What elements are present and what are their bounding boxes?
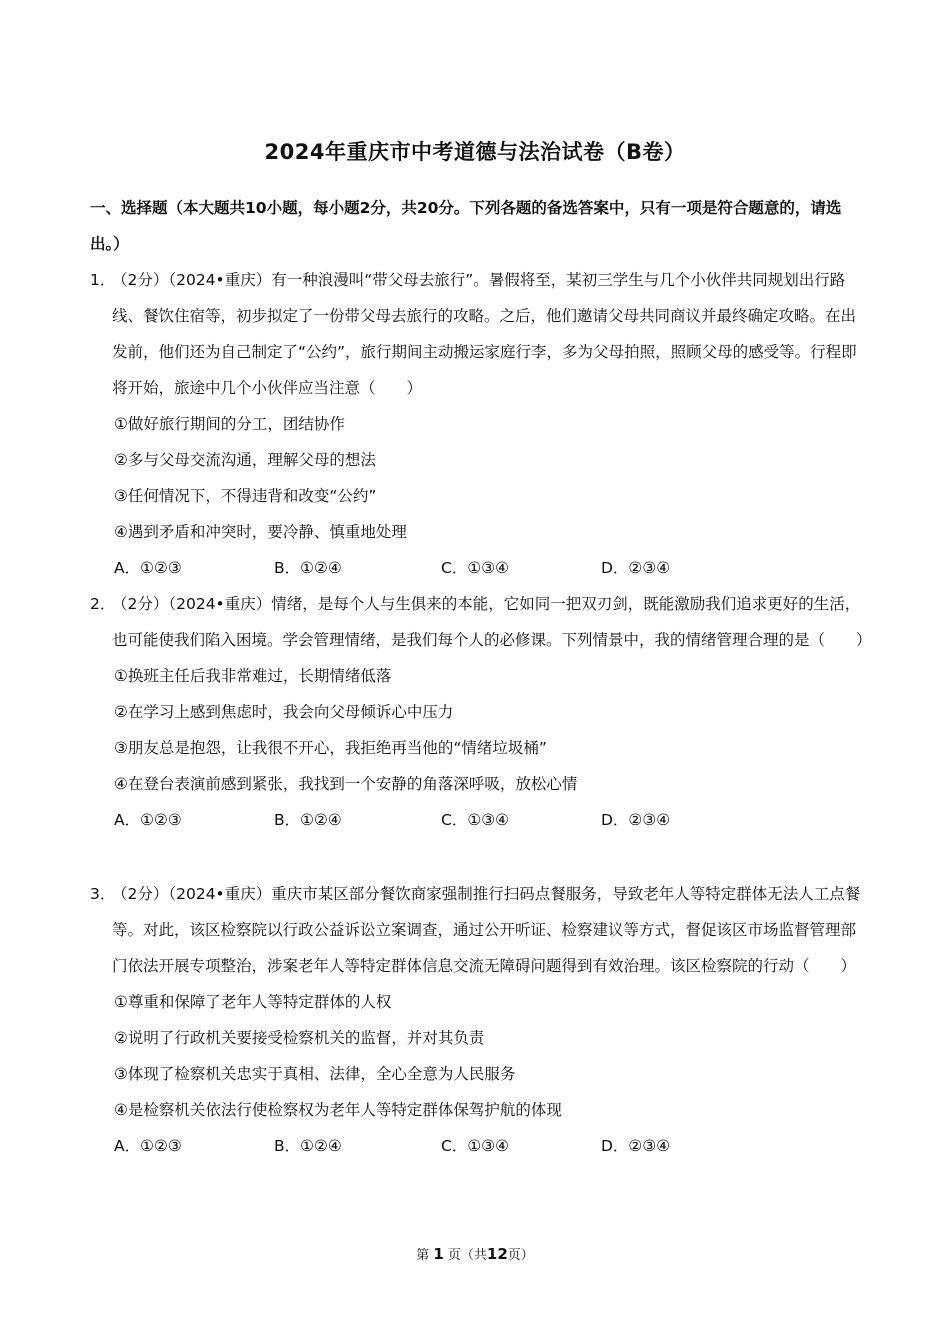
option-b[interactable]: B．①②④ [274,1137,342,1155]
statement-item: ①尊重和保障了老年人等特定群体的人权 [114,993,392,1011]
question-number: 2． [90,595,116,613]
option-d[interactable]: D．②③④ [601,559,671,577]
question-2 [90,586,870,838]
option-c[interactable]: C．①③④ [441,559,510,577]
footer-middle: 页（共 [447,1248,487,1263]
statement-item: ④在登台表演前感到紧张，我找到一个安静的角落深呼吸，放松心情 [114,775,578,793]
answer-options [90,1128,870,1164]
question-stem [90,876,870,984]
statement-item: ④遇到矛盾和冲突时，要冷静、慎重地处理 [114,523,407,541]
statement-item: ③体现了检察机关忠实于真相、法律，全心全意为人民服务 [114,1065,516,1083]
statement-item: ④是检察机关依法行使检察权为老年人等特定群体保驾护航的体现 [114,1101,562,1119]
option-d[interactable]: D．②③④ [601,1137,671,1155]
question-stem [90,586,870,658]
page-footer [0,1244,950,1263]
option-c[interactable]: C．①③④ [441,1137,510,1155]
statement-item: ③朋友总是抱怨，让我很不开心，我拒绝再当他的“情绪垃圾桶” [114,739,547,757]
statement-item: ②在学习上感到焦虑时，我会向父母倾诉心中压力 [114,703,454,721]
question-text: （2分）（2024•重庆）情绪，是每个人与生俱来的本能，它如同一把双刃剑，既能激励我们追求更好的生活，也可能使我们陷入困境。学会管理情绪，是我们每个人的必修课。下列情景中，我的情绪管理合理的是（ ） [112,595,872,649]
question-number: 1． [90,271,116,289]
option-a[interactable]: A．①②③ [114,811,182,829]
statement-item: ③任何情况下，不得违背和改变“公约” [114,487,377,505]
statement-item: ①换班主任后我非常难过，长期情绪低落 [114,667,392,685]
answer-options [90,802,870,838]
statement-item: ②多与父母交流沟通，理解父母的想法 [114,451,376,469]
answer-options [90,550,870,586]
question-3 [90,876,870,1164]
option-a[interactable]: A．①②③ [114,559,182,577]
current-page-number: 1 [433,1245,444,1263]
total-pages-number: 12 [486,1245,508,1263]
option-b[interactable]: B．①②④ [274,559,342,577]
question-1 [90,262,870,586]
question-number: 3． [90,885,116,903]
question-stem [90,262,870,406]
question-text: （2分）（2024•重庆）有一种浪漫叫“带父母去旅行”。暑假将至，某初三学生与几个小伙伴共同规划出行路线、餐饮住宿等，初步拟定了一份带父母去旅行的攻略。之后，他们邀请父母共同商议并最终确定攻略。在出发前，他们还为自己制定了“公约”，旅行期间主动搬运家庭行李，多为父母拍照，照顾父母的感受等。行程即将开始，旅途中几个小伙伴应当注意（ ） [112,271,857,397]
option-b[interactable]: B．①②④ [274,811,342,829]
statement-item: ①做好旅行期间的分工，团结协作 [114,415,345,433]
exam-title: 2024年重庆市中考道德与法治试卷（B卷） [264,140,686,164]
option-a[interactable]: A．①②③ [114,1137,182,1155]
option-c[interactable]: C．①③④ [441,811,510,829]
statement-item: ②说明了行政机关要接受检察机关的监督，并对其负责 [114,1029,485,1047]
footer-prefix: 第 [416,1248,430,1263]
section-header: 一、选择题（本大题共10小题，每小题2分，共20分。下列各题的备选答案中，只有一项是符合题意的，请选出。） [90,199,842,253]
option-d[interactable]: D．②③④ [601,811,671,829]
question-text: （2分）（2024•重庆）重庆市某区部分餐饮商家强制推行扫码点餐服务，导致老年人等特定群体无法人工点餐等。对此，该区检察院以行政公益诉讼立案调查，通过公开听证、检察建议等方式，督促该区市场监督管理部门依法开展专项整治，涉案老年人等特定群体信息交流无障碍问题得到有效治理。该区检察院的行动（ ） [112,885,861,975]
footer-suffix: 页） [507,1248,534,1263]
